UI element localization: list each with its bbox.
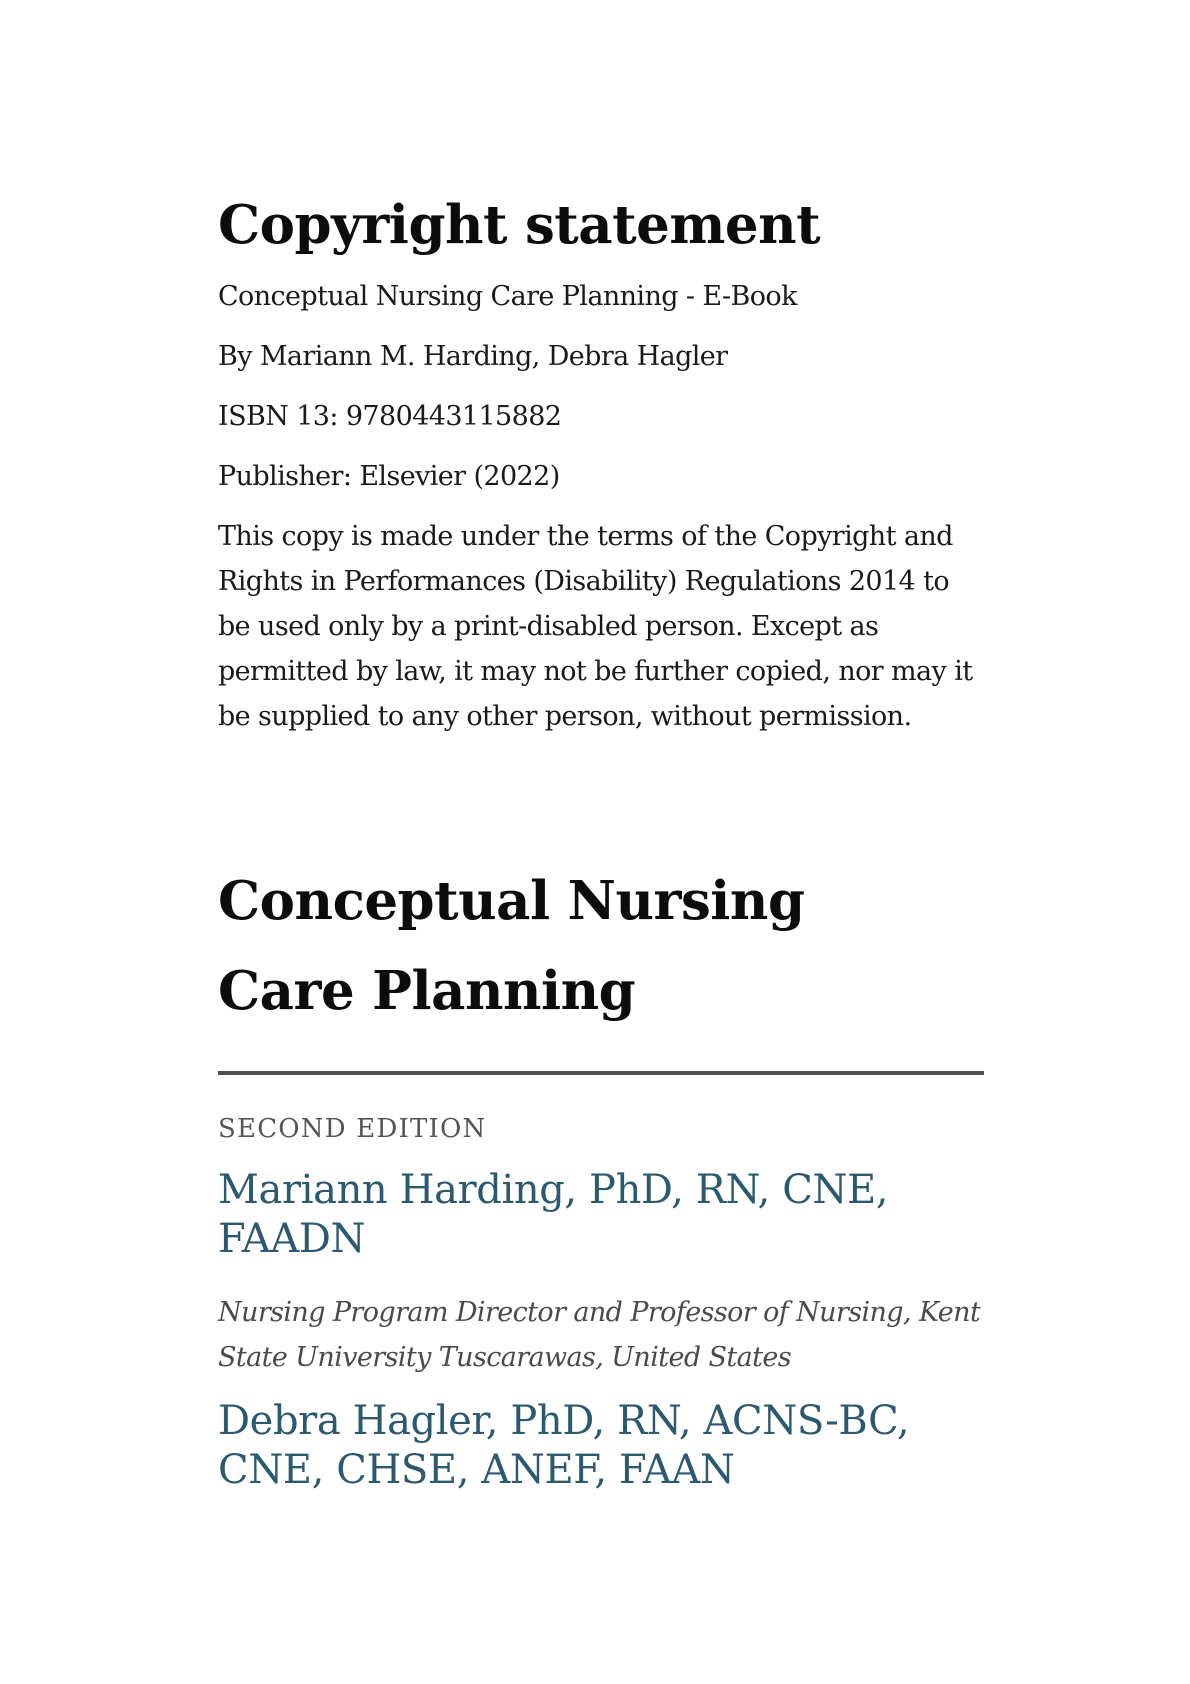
author-affiliation: Nursing Program Director and Professor of Nursing, Kent State University Tuscarawas, United States [218, 1297, 981, 1373]
copyright-heading: Copyright statement [218, 194, 821, 256]
authors-line: By Mariann M. Harding, Debra Hagler [218, 341, 728, 372]
edition-label: SECOND EDITION [218, 1114, 487, 1144]
book-title-line-1: Conceptual Nursing [218, 870, 805, 932]
copyright-statement: This copy is made under the terms of the Copyright and Rights in Performances (Disability) Regulations 2014 to be used only by a print-disabled person. Except as permitted by law, it may not be further copied, nor may it be supplied to any other person, without permission. [218, 521, 973, 732]
book-title-line-2: Care Planning [218, 960, 636, 1022]
book-title-line: Conceptual Nursing Care Planning - E-Book [218, 281, 797, 312]
publisher-line: Publisher: Elsevier (2022) [218, 461, 560, 492]
author-name: Mariann Harding, PhD, RN, CNE, FAADN [218, 1167, 889, 1262]
author-name: Debra Hagler, PhD, RN, ACNS-BC, CNE, CHSE, ANEF, FAAN [218, 1398, 910, 1493]
isbn-line: ISBN 13: 9780443115882 [218, 401, 562, 432]
title-divider [218, 1071, 984, 1075]
